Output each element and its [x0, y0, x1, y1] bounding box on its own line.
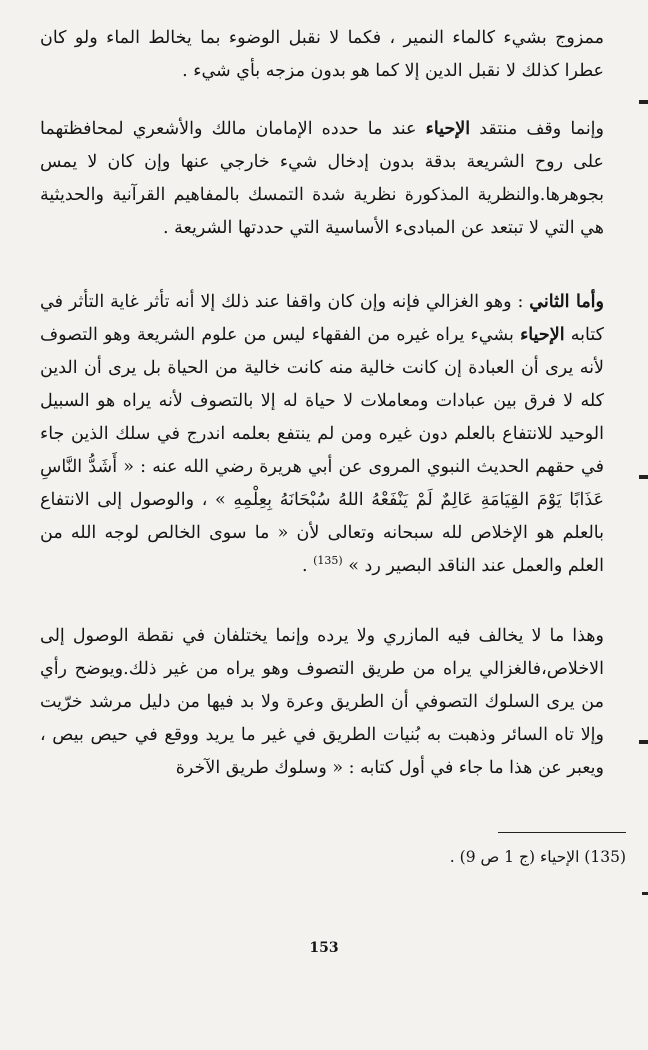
scan-edge-mark: [639, 100, 648, 104]
scan-edge-mark: [639, 740, 648, 744]
section-lead: وأما الثاني: [529, 292, 604, 312]
paragraph-3-text-main: بشيء يراه غيره من الفقهاء ليس من علوم الشريعة وهو التصوف لأنه يرى أن العبادة إن كانت خالية منه كانت خالية من الحياة بل يرى أن الدين كله لا فرق بين عبادات ومعاملات لا حياة له إلا بالتصوف لأنه يراه هو السبيل الوحيد للانتفاع بالعلم دون غيره ومن لم ينتفع بعلمه اندرج في سلك الذين جاء في حقهم الحديث النبوي المروى عن أبي هريرة رضي الله عنه : « أَشَدُّ النَّاسِ عَذَابًا يَوْمَ القِيَامَةِ عَالِمٌ لَمْ يَنْفَعْهُ اللهُ سُبْحَانَهُ بِعِلْمِهِ » ، والوصول إلى الانتفاع بالعلم هو الإخلاص لله سبحانه وتعالى لأن « ما سوى الخالص لوجه الله من العلم والعمل عند الناقد البصير رد »: [40, 325, 604, 576]
page-number: 153: [309, 940, 339, 956]
paragraph-2-text-end: عند ما حدده الإمامان مالك والأشعري لمحافظتهما على روح الشريعة بدقة بدون إدخال شيء خارجي عنها وإن كان لا يمس بجوهرها.والنظرية المذكورة نظرية شدة التمسك بالمفاهيم القرآنية والحديثية هي التي لا تبتعد عن المبادىء الأساسية التي حددتها الشريعة .: [40, 119, 604, 238]
paragraph-2-text-start: وإنما وقف منتقد: [470, 119, 604, 139]
paragraph-3-text-end: .: [301, 556, 314, 576]
scan-edge-mark: [639, 475, 648, 479]
paragraph-4-text: وهذا ما لا يخالف فيه المازري ولا يرده وإنما يختلفان في نقطة الوصول إلى الاخلاص،فالغزالي يراه من طريق التصوف وهو يراه من غير ذلك.ويوضح رأي من يرى السلوك التصوفي أن الطريق وعرة ولا بد فيها من دليل مرشد خرّيت وإلا تاه السائر وذهبت به بُنيات الطريق في غير ما يريد ووقع في حيص بيص ، ويعبر عن هذا ما جاء في أول كتابه : « وسلوك طريق الآخرة: [40, 626, 604, 778]
paragraph-1-text: ممزوج بشيء كالماء النمير ، فكما لا نقبل الوضوء بما يخالط الماء ولو كان عطرا كذلك لا نقبل الدين إلا كما هو بدون مزجه بأي شيء .: [40, 28, 604, 81]
paragraph-3: [40, 286, 604, 583]
paragraph-2: [40, 113, 604, 245]
paragraph-1: [40, 22, 604, 88]
footnote-divider: [498, 832, 626, 833]
book-page: [40, 0, 616, 1050]
footnote-reference: (135): [313, 554, 343, 568]
footnote: (135) الإحياء (ج 1 ص 9) .: [449, 848, 626, 866]
book-title-ihya-2: الإحياء: [520, 325, 565, 345]
paragraph-4: [40, 620, 604, 785]
scan-edge-mark: [642, 892, 648, 895]
paragraph-3-text-start: : وهو الغزالي فإنه وإن كان واقفا عند ذلك إلا أنه تأثر غاية التأثر في كتابه: [40, 292, 604, 345]
book-title-ihya: الإحياء: [425, 119, 471, 139]
